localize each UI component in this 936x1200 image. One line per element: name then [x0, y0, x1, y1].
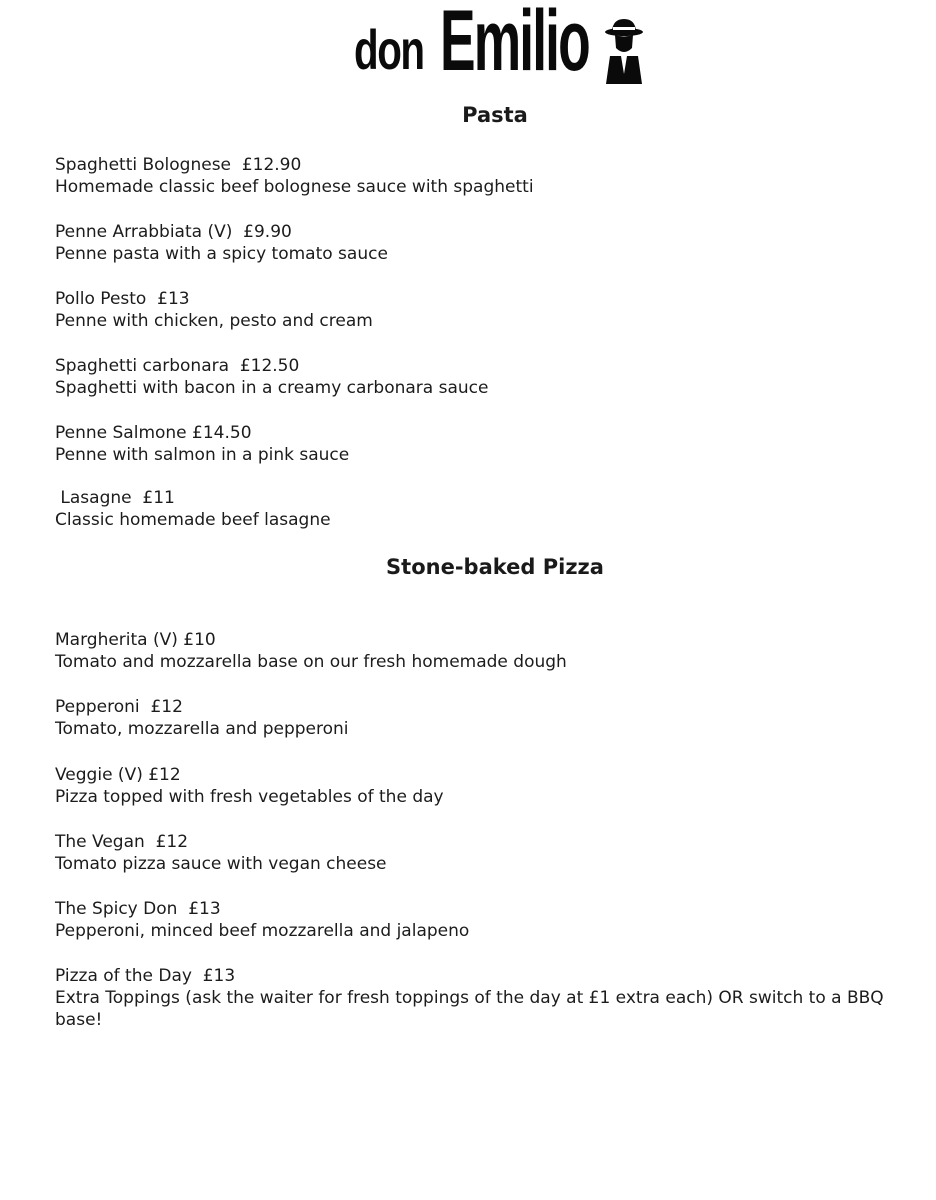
menu-item-pepperoni	[55, 696, 925, 740]
item-description: Penne with chicken, pesto and cream	[55, 311, 373, 331]
item-description: Tomato and mozzarella base on our fresh homemade dough	[55, 652, 567, 672]
item-description: Classic homemade beef lasagne	[55, 510, 331, 530]
section-title-pasta: Pasta	[462, 103, 528, 127]
item-name-price: Pepperoni £12	[55, 697, 183, 717]
item-description: Tomato pizza sauce with vegan cheese	[55, 854, 387, 874]
item-name-price: The Spicy Don £13	[55, 899, 221, 919]
item-name-price: Penne Arrabbiata (V) £9.90	[55, 222, 292, 242]
item-description: Extra Toppings (ask the waiter for fresh toppings of the day at £1 extra each) OR switch to a BBQ base!	[55, 988, 884, 1030]
item-description: Homemade classic beef bolognese sauce with spaghetti	[55, 177, 534, 197]
logo-text-emilio: Emilio	[440, 0, 589, 89]
menu-item-penne-arrabbiata	[55, 221, 925, 265]
item-description: Penne with salmon in a pink sauce	[55, 445, 350, 465]
menu-item-pizza-of-the-day	[55, 965, 925, 1031]
item-description: Penne pasta with a spicy tomato sauce	[55, 244, 388, 264]
menu-item-spaghetti-carbonara	[55, 355, 925, 399]
item-description: Spaghetti with bacon in a creamy carbonara sauce	[55, 378, 489, 398]
menu-item-penne-salmone	[55, 422, 925, 466]
section-title-pizza: Stone-baked Pizza	[386, 555, 604, 579]
item-name-price: Spaghetti Bolognese £12.90	[55, 155, 302, 175]
gangster-figure-icon	[602, 16, 644, 86]
menu-item-margherita	[55, 629, 925, 673]
menu-item-lasagne	[55, 487, 925, 531]
item-name-price: Lasagne £11	[55, 488, 175, 508]
item-name-price: Penne Salmone £14.50	[55, 423, 252, 443]
item-name-price: Pollo Pesto £13	[55, 289, 190, 309]
menu-item-the-vegan	[55, 831, 925, 875]
item-name-price: Spaghetti carbonara £12.50	[55, 356, 300, 376]
item-description: Tomato, mozzarella and pepperoni	[55, 719, 349, 739]
item-name-price: Veggie (V) £12	[55, 765, 181, 785]
item-name-price: Pizza of the Day £13	[55, 966, 236, 986]
menu-item-pollo-pesto	[55, 288, 925, 332]
menu-item-spaghetti-bolognese	[55, 154, 925, 198]
item-name-price: The Vegan £12	[55, 832, 189, 852]
logo-text-don: don	[354, 18, 424, 81]
item-description: Pepperoni, minced beef mozzarella and jalapeno	[55, 921, 470, 941]
item-description: Pizza topped with fresh vegetables of the day	[55, 787, 444, 807]
item-name-price: Margherita (V) £10	[55, 630, 216, 650]
menu-item-veggie	[55, 764, 925, 808]
don-emilio-logo	[352, 2, 652, 94]
menu-item-the-spicy-don	[55, 898, 925, 942]
